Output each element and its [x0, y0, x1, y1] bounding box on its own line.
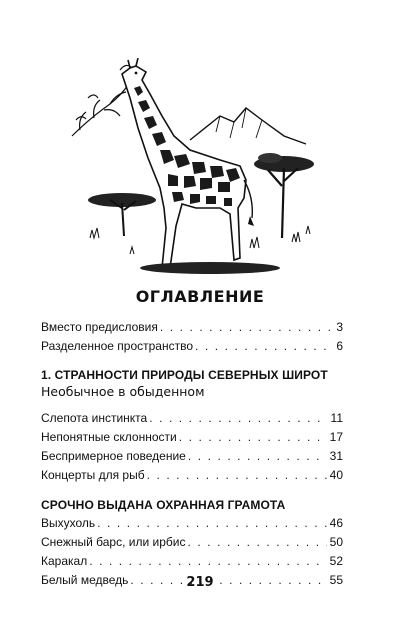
toc-entry-page: 3 [336, 320, 343, 334]
spacer [41, 485, 343, 496]
toc-entry-page: 6 [336, 339, 343, 353]
toc-entry-title: Каракал [41, 554, 88, 568]
acacia-tree-right-icon [254, 153, 314, 238]
toc-entry-title: Снежный барс, или ирбис [41, 535, 186, 549]
toc-entry-page: 50 [329, 535, 343, 549]
toc-entry[interactable] [41, 533, 343, 552]
dot-leader [149, 409, 327, 428]
toc-entry-title: Вместо предисловия [41, 320, 158, 334]
dot-leader [89, 552, 326, 571]
dot-leader [160, 318, 333, 337]
toc-entry[interactable] [41, 409, 343, 428]
mountain-icon [190, 108, 306, 144]
toc-entry-title: Концерты для рыб [41, 468, 145, 482]
toc-heading: ОГЛАВЛЕНИЕ [135, 287, 265, 306]
toc-entry-page: 52 [329, 554, 343, 568]
section-title[interactable]: СРОЧНО ВЫДАНА ОХРАННАЯ ГРАМОТА [41, 498, 286, 512]
toc-entry[interactable] [41, 337, 343, 356]
toc-entry-page: 46 [329, 516, 343, 530]
page-number: 219 [186, 575, 214, 590]
toc-entry-page: 40 [329, 468, 343, 482]
toc-entry-title: Беспримерное поведение [41, 449, 186, 463]
giraffe-illustration [70, 58, 340, 280]
acacia-tree-left-icon [88, 193, 156, 236]
toc-entry-title: Белый медведь [41, 573, 129, 587]
dot-leader [179, 428, 327, 447]
toc-entry-page: 17 [329, 430, 343, 444]
toc-entry-page: 11 [330, 411, 343, 425]
toc-entry[interactable] [41, 447, 343, 466]
table-of-contents [41, 318, 343, 590]
dot-leader [195, 337, 333, 356]
toc-entry[interactable] [41, 466, 343, 485]
toc-entry-title: Выхухоль [41, 516, 96, 530]
chapter-subtitle: Необычное в обыденном [41, 384, 205, 399]
chapter-title[interactable]: 1. СТРАННОСТИ ПРИРОДЫ СЕВЕРНЫХ ШИРОТ [41, 368, 328, 382]
toc-entry-page: 31 [329, 449, 343, 463]
toc-entry-title: Непонятные склонности [41, 430, 177, 444]
toc-entry[interactable] [41, 552, 343, 571]
toc-entry-page: 55 [329, 573, 343, 587]
dot-leader [188, 447, 327, 466]
toc-entry-title: Слепота инстинкта [41, 411, 148, 425]
dot-leader [97, 514, 326, 533]
toc-entry-title: Разделенное пространство [41, 339, 193, 353]
toc-entry[interactable] [41, 318, 343, 337]
toc-entry[interactable] [41, 514, 343, 533]
toc-entry[interactable] [41, 428, 343, 447]
spacer [41, 356, 343, 366]
dot-leader [147, 466, 327, 485]
dot-leader [187, 533, 326, 552]
